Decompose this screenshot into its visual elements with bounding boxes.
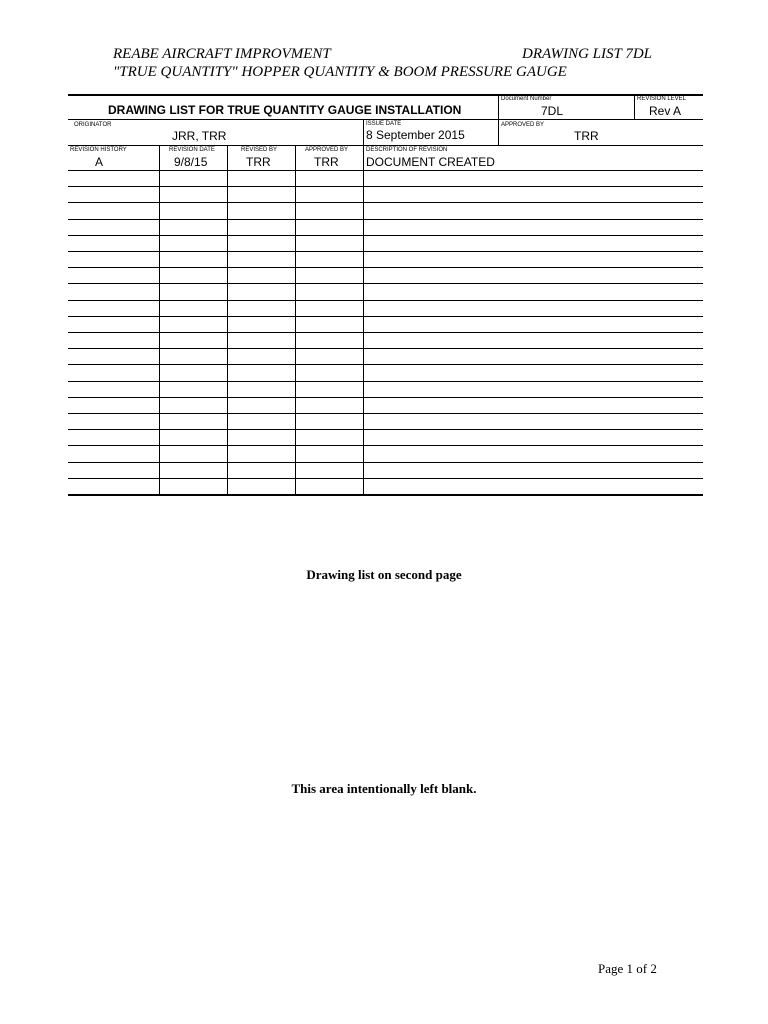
revision-history-header: REVISION HISTORY: [70, 147, 127, 153]
revision-date-header: REVISION DATE: [169, 147, 215, 153]
company-name: REABE AIRCRAFT IMPROVMENT: [113, 46, 331, 62]
revised-by-header: REVISED BY: [241, 147, 278, 153]
table-column-divider: [295, 145, 296, 495]
table-cell-date: 9/8/15: [174, 155, 208, 169]
table-row-line: [68, 413, 703, 414]
table-row-line: [68, 235, 703, 236]
document-subtitle: "TRUE QUANTITY" HOPPER QUANTITY & BOOM PRESSURE GAUGE: [113, 64, 567, 80]
table-row-line: [68, 348, 703, 349]
table-row-line: [68, 332, 703, 333]
revision-level-label: REVISION LEVEL: [637, 96, 687, 102]
form-divider: [68, 119, 703, 120]
form-divider: [68, 145, 703, 146]
table-row-line: [68, 445, 703, 446]
form-divider: [634, 94, 635, 119]
document-number-value: 7DL: [541, 104, 564, 118]
originator-value: JRR, TRR: [172, 129, 227, 143]
table-row-line: [68, 186, 703, 187]
table-row-line: [68, 202, 703, 203]
table-row-line: [68, 219, 703, 220]
table-row-line: [68, 364, 703, 365]
table-row-line: [68, 251, 703, 252]
drawing-list-note: Drawing list on second page: [306, 567, 462, 582]
table-cell-revision: A: [95, 155, 104, 169]
description-header: DESCRIPTION OF REVISION: [366, 147, 448, 153]
table-row-line: [68, 478, 703, 479]
table-row-line: [68, 300, 703, 301]
table-column-divider: [363, 145, 364, 495]
originator-label: ORIGINATOR: [74, 122, 112, 128]
table-row-line: [68, 316, 703, 317]
table-row-line: [68, 397, 703, 398]
table-row-line: [68, 170, 703, 171]
approved-by-label: APPROVED BY: [501, 122, 545, 128]
approved-by-value: TRR: [574, 129, 599, 143]
table-column-divider: [227, 145, 228, 495]
form-divider: [363, 119, 364, 145]
table-row-line: [68, 381, 703, 382]
drawing-list-number: DRAWING LIST 7DL: [522, 46, 653, 62]
approved-by-header: APPROVED BY: [305, 147, 349, 153]
form-divider: [498, 94, 499, 119]
issue-date-label: ISSUE DATE: [366, 121, 402, 127]
page-number: Page 1 of 2: [598, 961, 657, 976]
table-row-line: [68, 267, 703, 268]
table-column-divider: [159, 145, 160, 495]
blank-area-note: This area intentionally left blank.: [291, 781, 477, 796]
document-number-label: Document Number: [501, 96, 552, 102]
table-cell-revised-by: TRR: [246, 155, 271, 169]
title-block-form: [68, 94, 703, 496]
form-divider: [498, 119, 499, 145]
table-row-line: [68, 429, 703, 430]
revision-level-value: Rev A: [649, 104, 682, 118]
table-row-line: [68, 462, 703, 463]
table-cell-description: DOCUMENT CREATED: [366, 155, 495, 169]
table-row-line: [68, 283, 703, 284]
form-bottom-border: [68, 494, 703, 496]
form-title: DRAWING LIST FOR TRUE QUANTITY GAUGE INSTALLATION: [108, 103, 462, 117]
issue-date-value: 8 September 2015: [366, 128, 465, 142]
form-top-border: [68, 94, 703, 96]
table-cell-approved-by: TRR: [314, 155, 339, 169]
